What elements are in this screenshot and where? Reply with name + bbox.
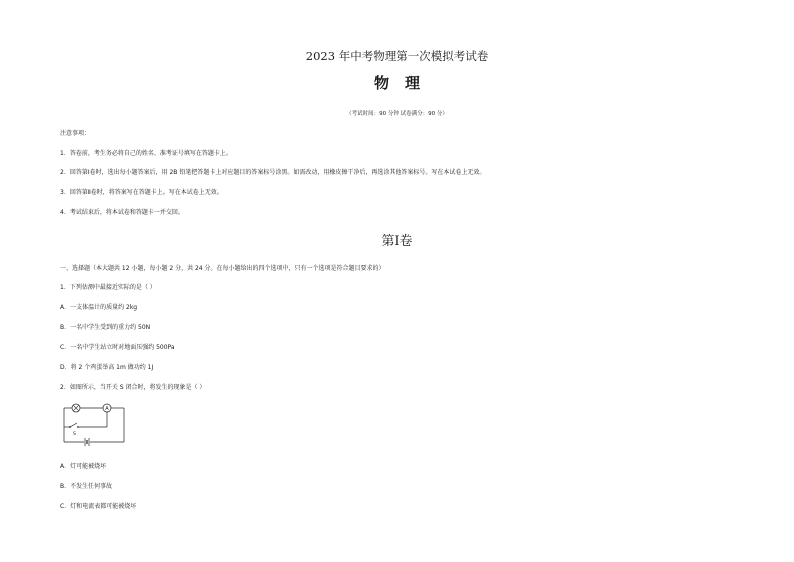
volume-title: 第Ⅰ卷: [381, 234, 413, 249]
notes-heading: 注意事项：: [60, 130, 91, 137]
battery-icon: [85, 438, 89, 446]
q2-option-c: C．灯和电流表都可能被烧坏: [60, 503, 137, 510]
section-heading: 一、选择题（本大题共 12 小题，每小题 2 分，共 24 分。在每小题给出的四个选项中，只有一个选项是符合题目要求的）: [60, 265, 385, 272]
q1-option-d: D．将 2 个鸡蛋举高 1m 做功约 1J: [60, 364, 154, 371]
q1-option-c: C．一名中学生站立时对地面压强约 500Pa: [60, 344, 175, 351]
note-item-2: 2．回答第Ⅰ卷时，选出每小题答案后，用 2B 铅笔把答题卡上对应题目的答案标号涂黑。如需改动，用橡皮擦干净后，再选涂其他答案标号。写在本试卷上无效。: [60, 169, 486, 176]
lamp-icon: [72, 404, 80, 412]
switch-icon: [69, 426, 79, 428]
question-1-stem: 1．下列估测中最接近实际的是（ ）: [60, 284, 156, 291]
subject-title: 物理: [373, 74, 436, 92]
exam-info: （考试时间：90 分钟 试卷满分：90 分）: [346, 111, 448, 117]
question-2-stem: 2．如图所示，当开关 S 闭合时，将发生的现象是（ ）: [60, 384, 206, 391]
q2-option-b: B．不发生任何事故: [60, 483, 113, 490]
note-item-4: 4．考试结束后，将本试卷和答题卡一并交回。: [60, 209, 184, 216]
q1-option-b: B．一名中学生受到的重力约 50N: [60, 324, 151, 331]
ammeter-label: A: [105, 406, 109, 412]
circuit-diagram: [60, 400, 130, 448]
exam-title: 2023 年中考物理第一次模拟考试卷: [305, 49, 489, 63]
q2-option-a: A．灯可能被烧坏: [60, 463, 107, 470]
ammeter-icon: [103, 404, 111, 412]
note-item-3: 3．回答第Ⅱ卷时，将答案写在答题卡上。写在本试卷上无效。: [60, 189, 223, 196]
q1-option-a: A．一支体温计的质量约 2kg: [60, 304, 138, 311]
switch-label: S: [73, 432, 76, 437]
note-item-1: 1．答卷前，考生务必将自己的姓名、准考证号填写在答题卡上。: [60, 150, 232, 157]
